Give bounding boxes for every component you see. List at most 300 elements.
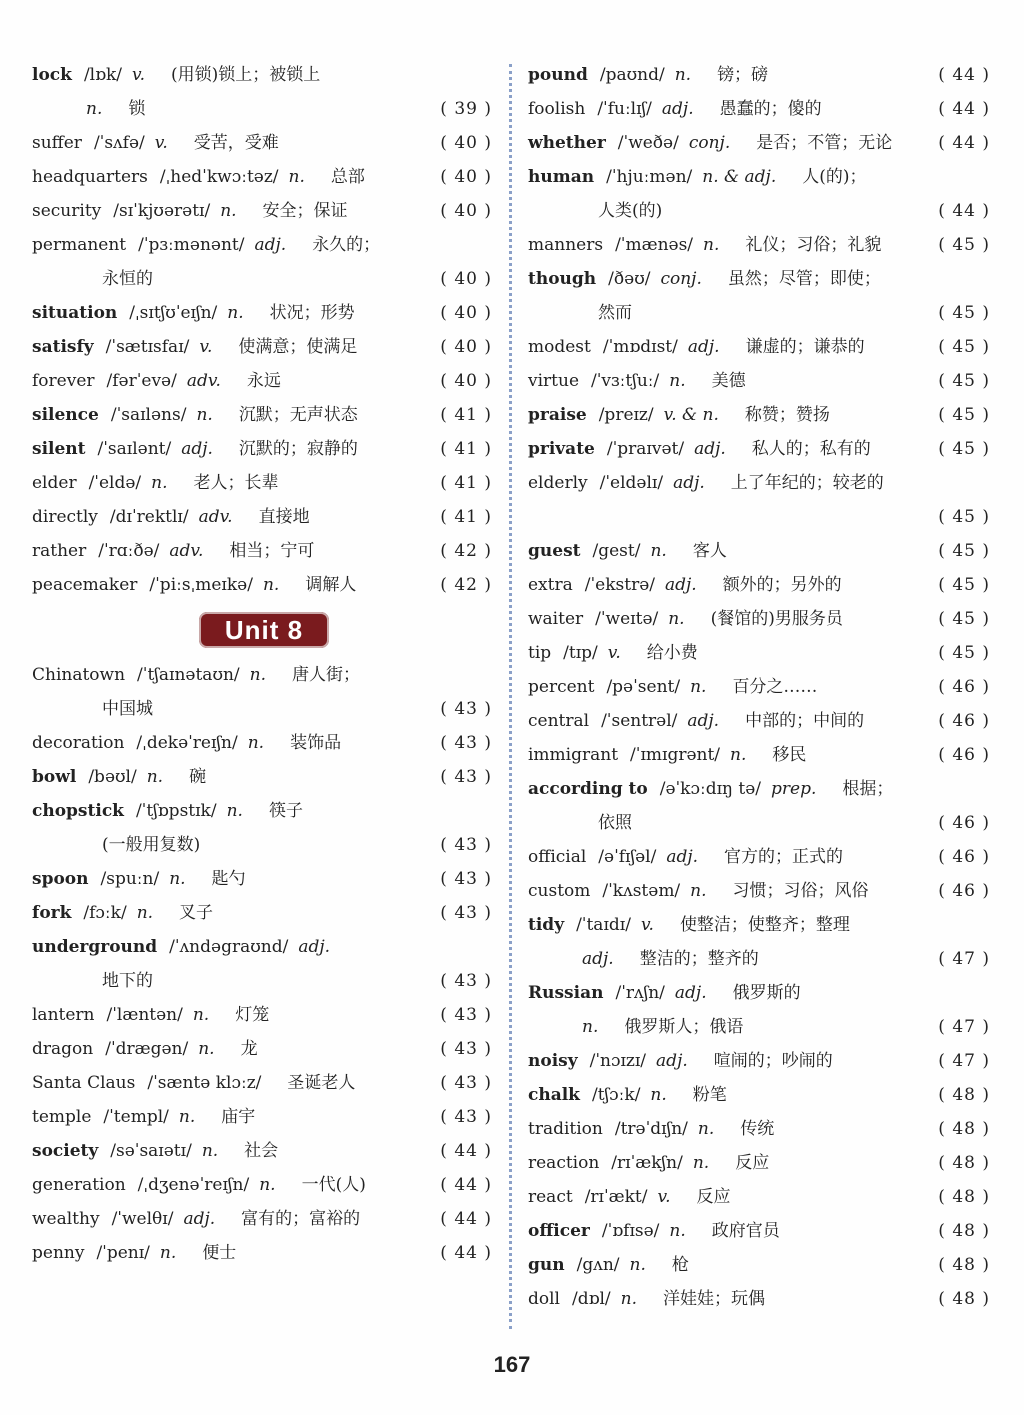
entry-text <box>528 1180 731 1214</box>
headword: private <box>528 439 595 459</box>
meaning: 老人；长辈 <box>193 473 279 493</box>
meaning: 调解人 <box>305 575 357 595</box>
headword: human <box>528 167 595 187</box>
part-of-speech: v. <box>657 1187 671 1207</box>
phonetic: /spuːn/ <box>100 869 160 889</box>
meaning: 沉默；无声状态 <box>238 405 358 425</box>
page-ref: ( 47 ) <box>938 1051 990 1071</box>
entry-text <box>32 1100 255 1134</box>
vocab-entry <box>528 738 990 772</box>
entry-text <box>572 296 632 330</box>
phonetic: /fərˈevə/ <box>106 371 177 391</box>
entry-text <box>32 58 320 92</box>
vocab-entry <box>528 704 990 738</box>
meaning: 整洁的；整齐的 <box>639 949 759 969</box>
part-of-speech: v. <box>199 337 213 357</box>
page-ref: ( 43 ) <box>440 699 492 719</box>
entry-text <box>528 466 884 500</box>
headword: society <box>32 1141 99 1161</box>
vocab-entry <box>32 1168 492 1202</box>
meaning: 人(的)； <box>802 167 867 187</box>
headword: elderly <box>528 473 588 493</box>
headword: officer <box>528 1221 590 1241</box>
meaning: 依照 <box>598 813 632 833</box>
entry-text <box>528 1146 769 1180</box>
meaning: 传统 <box>740 1119 775 1139</box>
page-ref: ( 43 ) <box>440 1073 492 1093</box>
entry-text <box>32 568 356 602</box>
meaning: 美德 <box>711 371 746 391</box>
meaning: 虽然；尽管；即使； <box>727 269 881 289</box>
headword: generation <box>32 1175 126 1195</box>
meaning: 移民 <box>772 745 807 765</box>
page-ref: ( 40 ) <box>440 269 492 289</box>
phonetic: /ˈrʌʃn/ <box>615 983 665 1003</box>
vocab-entry-continuation <box>528 806 990 840</box>
headword: though <box>528 269 597 289</box>
headword: lantern <box>32 1005 95 1025</box>
phonetic: /ˈhjuːmən/ <box>606 167 693 187</box>
page-ref: ( 45 ) <box>938 541 990 561</box>
headword: tidy <box>528 915 565 935</box>
page-ref: ( 40 ) <box>440 201 492 221</box>
entry-text <box>528 58 768 92</box>
phonetic: /ðəʊ/ <box>608 269 651 289</box>
page-ref: ( 43 ) <box>440 971 492 991</box>
entry-text <box>528 568 842 602</box>
vocab-entry <box>32 58 492 92</box>
meaning: 政府官员 <box>711 1221 780 1241</box>
phonetic: /bəʊl/ <box>88 767 137 787</box>
vocab-entry <box>32 330 492 364</box>
headword: reaction <box>528 1153 600 1173</box>
vocab-entry <box>32 930 492 964</box>
meaning: 直接地 <box>258 507 310 527</box>
vocab-entry <box>528 840 990 874</box>
page-ref: ( 42 ) <box>440 541 492 561</box>
vocab-entry-continuation <box>32 262 492 296</box>
vocab-entry <box>528 602 990 636</box>
meaning: 受苦，受难 <box>193 133 279 153</box>
right-column <box>528 58 990 1316</box>
meaning: 官方的；正式的 <box>724 847 844 867</box>
phonetic: /fɔːk/ <box>83 903 127 923</box>
page-ref: ( 48 ) <box>938 1153 990 1173</box>
vocab-entry <box>32 364 492 398</box>
headword: security <box>32 201 102 221</box>
page-ref: ( 46 ) <box>938 677 990 697</box>
page-ref: ( 41 ) <box>440 507 492 527</box>
phonetic: /ˈwelθɪ/ <box>111 1209 174 1229</box>
vocab-entry <box>528 160 990 194</box>
headword: fork <box>32 903 72 923</box>
vocab-entry <box>32 432 492 466</box>
vocab-entry <box>32 1032 492 1066</box>
phonetic: /ˌsɪtʃʊˈeɪʃn/ <box>129 303 218 323</box>
part-of-speech: n. <box>669 371 686 391</box>
phonetic: /ˈrɑːðə/ <box>98 541 160 561</box>
vocab-entry <box>32 1202 492 1236</box>
entry-text <box>528 670 817 704</box>
entry-text <box>528 1214 780 1248</box>
phonetic: /ˈvɜːtʃuː/ <box>591 371 660 391</box>
page-ref: ( 44 ) <box>938 133 990 153</box>
entry-text <box>32 1032 258 1066</box>
page-ref: ( 43 ) <box>440 835 492 855</box>
meaning: 富有的；富裕的 <box>241 1209 361 1229</box>
headword: immigrant <box>528 745 619 765</box>
page-ref: ( 46 ) <box>938 711 990 731</box>
page-ref: ( 46 ) <box>938 847 990 867</box>
vocab-entry <box>528 1214 990 1248</box>
page-ref: ( 44 ) <box>440 1209 492 1229</box>
headword: extra <box>528 575 573 595</box>
headword: tip <box>528 643 552 663</box>
entry-text <box>32 466 279 500</box>
entry-text <box>32 194 348 228</box>
vocab-entry-continuation <box>32 92 492 126</box>
meaning: 镑；磅 <box>717 65 769 85</box>
part-of-speech: n. <box>692 1153 710 1173</box>
headword: chalk <box>528 1085 580 1105</box>
part-of-speech: adj. <box>661 99 694 119</box>
vocab-entry <box>528 1282 990 1316</box>
entry-text <box>528 330 865 364</box>
headword: dragon <box>32 1039 94 1059</box>
meaning: 状况；形势 <box>269 303 355 323</box>
headword: bowl <box>32 767 77 787</box>
part-of-speech: adj. <box>694 439 726 459</box>
phonetic: /pəˈsent/ <box>606 677 681 697</box>
page-ref: ( 45 ) <box>938 303 990 323</box>
part-of-speech: n. <box>582 1017 599 1037</box>
part-of-speech: n. <box>136 903 154 923</box>
entry-text <box>572 1010 743 1044</box>
headword: waiter <box>528 609 584 629</box>
part-of-speech: n. <box>650 541 667 561</box>
phonetic: /ˈsætɪsfaɪ/ <box>105 337 190 357</box>
meaning: 根据； <box>842 779 894 799</box>
part-of-speech: v. & n. <box>663 405 719 425</box>
part-of-speech: n. <box>198 1039 215 1059</box>
meaning: (餐馆的)男服务员 <box>710 609 843 629</box>
part-of-speech: n. <box>192 1005 210 1025</box>
meaning: 龙 <box>240 1039 258 1059</box>
part-of-speech: n. <box>178 1107 196 1127</box>
phonetic: /ˈlæntən/ <box>106 1005 183 1025</box>
meaning: 灯笼 <box>235 1005 270 1025</box>
vocab-entry <box>528 568 990 602</box>
page-ref: ( 40 ) <box>440 337 492 357</box>
vocab-entry <box>528 976 990 1010</box>
phonetic: /ˈɒfɪsə/ <box>601 1221 660 1241</box>
entry-text <box>32 1134 278 1168</box>
vocab-entry <box>32 296 492 330</box>
phonetic: /sɪˈkjʊərətɪ/ <box>113 201 211 221</box>
meaning: 碗 <box>189 767 207 787</box>
vocab-entry <box>528 364 990 398</box>
vocab-entry-continuation <box>32 692 492 726</box>
entry-text <box>528 1248 689 1282</box>
entry-text <box>32 228 380 262</box>
entry-text <box>32 930 330 964</box>
headword: modest <box>528 337 591 357</box>
part-of-speech: v. <box>132 65 146 85</box>
meaning: 俄罗斯的 <box>732 983 801 1003</box>
entry-text <box>528 92 822 126</box>
meaning: 然而 <box>598 303 632 323</box>
page-ref: ( 41 ) <box>440 405 492 425</box>
entry-text <box>32 658 360 692</box>
page-ref: ( 43 ) <box>440 767 492 787</box>
headword: official <box>528 847 587 867</box>
meaning: 习惯；习俗；风俗 <box>732 881 869 901</box>
part-of-speech: n. <box>703 235 720 255</box>
meaning: 人类(的) <box>598 201 663 221</box>
phonetic: /tʃɔːk/ <box>591 1085 641 1105</box>
part-of-speech: n. <box>226 801 243 821</box>
page-ref: ( 46 ) <box>938 813 990 833</box>
page-ref: ( 43 ) <box>440 1039 492 1059</box>
headword: custom <box>528 881 591 901</box>
vocab-entry-continuation <box>528 194 990 228</box>
meaning: (用锁)锁上；被锁上 <box>171 65 321 85</box>
entry-text <box>32 896 213 930</box>
vocab-entry-continuation <box>528 500 990 534</box>
vocab-entry <box>32 794 492 828</box>
meaning: 永恒的 <box>102 269 153 289</box>
vocab-entry <box>528 1248 990 1282</box>
part-of-speech: n. <box>629 1255 646 1275</box>
part-of-speech: n. <box>620 1289 638 1309</box>
part-of-speech: conj. <box>660 269 702 289</box>
part-of-speech: n. <box>249 665 267 685</box>
entry-text <box>528 1282 765 1316</box>
entry-text <box>528 126 892 160</box>
entry-text <box>528 1112 774 1146</box>
meaning: 唐人街； <box>292 665 361 685</box>
headword: virtue <box>528 371 580 391</box>
headword: praise <box>528 405 587 425</box>
part-of-speech: adj. <box>664 575 697 595</box>
part-of-speech: adj. <box>181 439 213 459</box>
phonetic: /ˈfuːlɪʃ/ <box>597 99 652 119</box>
entry-text <box>528 704 864 738</box>
page-ref: ( 40 ) <box>440 303 492 323</box>
page-ref: ( 44 ) <box>440 1243 492 1263</box>
entry-text <box>76 964 153 998</box>
vocab-entry <box>32 160 492 194</box>
entry-text <box>32 1168 366 1202</box>
page-ref: ( 45 ) <box>938 371 990 391</box>
vocab-entry <box>32 896 492 930</box>
entry-text <box>528 432 871 466</box>
vocab-entry <box>32 760 492 794</box>
part-of-speech: n. <box>196 405 213 425</box>
entry-text <box>32 364 281 398</box>
meaning: 中国城 <box>102 699 153 719</box>
phonetic: /ˈsaɪləns/ <box>110 405 187 425</box>
part-of-speech: n. <box>697 1119 715 1139</box>
vocab-entry <box>32 194 492 228</box>
headword: satisfy <box>32 337 94 357</box>
meaning: 上了年纪的；较老的 <box>730 473 884 493</box>
headword: suffer <box>32 133 82 153</box>
meaning: 称赞；赞扬 <box>744 405 830 425</box>
entry-text <box>528 160 867 194</box>
phonetic: /trəˈdɪʃn/ <box>614 1119 688 1139</box>
part-of-speech: adj. <box>666 847 699 867</box>
phonetic: /gest/ <box>592 541 641 561</box>
part-of-speech: n. <box>690 677 707 697</box>
vocab-entry <box>32 398 492 432</box>
entry-text <box>76 92 145 126</box>
vocab-entry <box>528 1044 990 1078</box>
entry-text <box>528 874 869 908</box>
meaning: 私人的；私有的 <box>751 439 871 459</box>
headword: pound <box>528 65 588 85</box>
page-ref: ( 40 ) <box>440 371 492 391</box>
page-ref: ( 47 ) <box>938 1017 990 1037</box>
meaning: (一般用复数) <box>102 835 201 855</box>
entry-text <box>32 998 269 1032</box>
entry-text <box>528 602 843 636</box>
entry-text <box>528 228 881 262</box>
vocab-entry <box>32 998 492 1032</box>
entry-text <box>32 760 206 794</box>
part-of-speech: n. <box>262 575 280 595</box>
entry-text <box>32 726 341 760</box>
meaning: 一代(人) <box>301 1175 366 1195</box>
phonetic: /ˈeldəlɪ/ <box>599 473 664 493</box>
part-of-speech: adv. <box>198 507 233 527</box>
entry-text <box>528 636 698 670</box>
headword: Russian <box>528 983 604 1003</box>
meaning: 便士 <box>202 1243 237 1263</box>
meaning: 相当；宁可 <box>229 541 315 561</box>
phonetic: /ˈeldə/ <box>88 473 142 493</box>
page-ref: ( 40 ) <box>440 133 492 153</box>
meaning: 百分之…… <box>732 677 818 697</box>
part-of-speech: adj. <box>183 1209 216 1229</box>
part-of-speech: n. <box>674 65 692 85</box>
page-ref: ( 45 ) <box>938 235 990 255</box>
headword: whether <box>528 133 606 153</box>
phonetic: /ˈɪmɪgrənt/ <box>630 745 721 765</box>
entry-text <box>572 942 759 976</box>
page-ref: ( 48 ) <box>938 1255 990 1275</box>
vocab-entry <box>528 58 990 92</box>
entry-text <box>32 500 310 534</box>
meaning: 使整洁；使整齐；整理 <box>679 915 850 935</box>
phonetic: /ˈkʌstəm/ <box>602 881 681 901</box>
entry-text <box>32 330 357 364</box>
meaning: 圣诞老人 <box>287 1073 356 1093</box>
entry-text <box>528 398 830 432</box>
vocab-entry <box>32 1066 492 1100</box>
part-of-speech: n. <box>669 1221 686 1241</box>
meaning: 叉子 <box>179 903 214 923</box>
phonetic: /ˈsaɪlənt/ <box>97 439 172 459</box>
page-ref: ( 44 ) <box>938 65 990 85</box>
headword: manners <box>528 235 604 255</box>
page-ref: ( 44 ) <box>938 201 990 221</box>
entry-text <box>528 534 727 568</box>
headword: situation <box>32 303 118 323</box>
entry-text <box>32 160 365 194</box>
entry-text <box>528 908 850 942</box>
part-of-speech: adv. <box>169 541 204 561</box>
headword: directly <box>32 507 98 527</box>
vocab-entry <box>528 330 990 364</box>
entry-text <box>76 828 200 862</box>
page-ref: ( 45 ) <box>938 337 990 357</box>
headword: underground <box>32 937 158 957</box>
vocab-entry <box>528 1146 990 1180</box>
phonetic: /ˈnɔɪzɪ/ <box>589 1051 647 1071</box>
headword: doll <box>528 1289 560 1309</box>
part-of-speech: n. <box>86 99 103 119</box>
part-of-speech: n. <box>690 881 707 901</box>
phonetic: /ˈdrægən/ <box>105 1039 189 1059</box>
page-ref: ( 44 ) <box>440 1141 492 1161</box>
vocab-entry-continuation <box>32 828 492 862</box>
part-of-speech: n. <box>259 1175 276 1195</box>
part-of-speech: v. <box>640 915 654 935</box>
vocab-entry <box>528 432 990 466</box>
vocab-entry <box>528 670 990 704</box>
page-ref: ( 48 ) <box>938 1221 990 1241</box>
part-of-speech: adj. <box>254 235 287 255</box>
page-ref: ( 45 ) <box>938 609 990 629</box>
headword: elder <box>32 473 77 493</box>
headword: guest <box>528 541 581 561</box>
vocab-entry <box>528 126 990 160</box>
headword: silence <box>32 405 99 425</box>
entry-text <box>32 126 279 160</box>
vocab-entry-continuation <box>528 1010 990 1044</box>
page-ref: ( 40 ) <box>440 167 492 187</box>
part-of-speech: n. <box>730 745 747 765</box>
meaning: 愚蠢的；傻的 <box>719 99 822 119</box>
part-of-speech: adj. <box>656 1051 688 1071</box>
phonetic: /ˈʌndəgraʊnd/ <box>169 937 289 957</box>
phonetic: /preɪz/ <box>598 405 654 425</box>
page-ref: ( 48 ) <box>938 1085 990 1105</box>
entry-text <box>32 1202 360 1236</box>
meaning: 社会 <box>244 1141 279 1161</box>
part-of-speech: prep. <box>771 779 817 799</box>
entry-text <box>32 794 303 828</box>
phonetic: /ˌhedˈkwɔːtəz/ <box>159 167 279 187</box>
headword: permanent <box>32 235 127 255</box>
headword: tradition <box>528 1119 603 1139</box>
phonetic: /ˈweɪtə/ <box>595 609 659 629</box>
vocab-entry <box>32 862 492 896</box>
meaning: 给小费 <box>646 643 698 663</box>
part-of-speech: n. <box>227 303 244 323</box>
meaning: 洋娃娃；玩偶 <box>663 1289 766 1309</box>
vocab-entry <box>528 1180 990 1214</box>
meaning: 粉笔 <box>692 1085 727 1105</box>
phonetic: /dɒl/ <box>572 1289 611 1309</box>
vocab-entry <box>32 500 492 534</box>
entry-text <box>32 1236 236 1270</box>
phonetic: /əˈfɪʃəl/ <box>598 847 657 867</box>
vocab-entry <box>32 1236 492 1270</box>
meaning: 庙宇 <box>221 1107 256 1127</box>
meaning: 沉默的；寂静的 <box>238 439 358 459</box>
